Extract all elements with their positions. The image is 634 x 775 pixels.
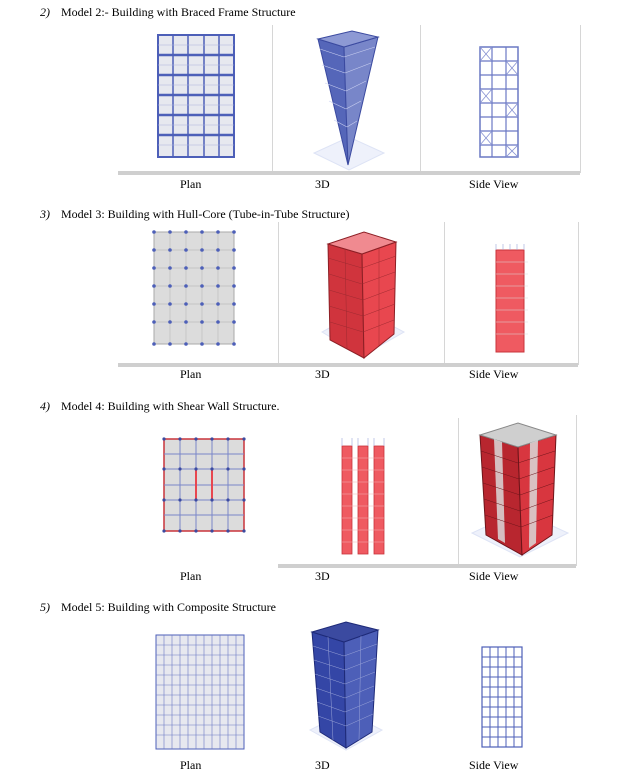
model-3-plan-view [118, 222, 279, 365]
model-2-3d-view [274, 25, 421, 173]
caption-side-view: Side View [469, 177, 519, 191]
caption-plan: Plan [180, 177, 202, 191]
model-5-side-view [460, 625, 550, 755]
caption-side-view: Side View [469, 367, 519, 381]
viewer-status-bar [118, 171, 580, 175]
caption-3d: 3D [315, 569, 330, 583]
model-3-side-view [446, 222, 579, 365]
section-title: Model 2:- Building with Braced Frame Structure [61, 5, 296, 19]
caption-plan: Plan [180, 569, 202, 583]
model-5-plan-view [140, 625, 260, 755]
section-title: Model 5: Building with Composite Structure [61, 600, 276, 614]
caption-3d: 3D [315, 367, 330, 381]
section-number: 5) [40, 600, 50, 614]
caption-side-view: Side View [469, 758, 519, 772]
model-2-plan-view [118, 25, 273, 173]
section-heading-model-2 [40, 5, 296, 20]
section-number: 3) [40, 207, 50, 221]
model-4-plan-view [140, 425, 270, 545]
section-number: 2) [40, 5, 50, 19]
model-2-side-view [422, 25, 581, 173]
section-number: 4) [40, 399, 50, 413]
section-heading-model-5 [40, 600, 276, 615]
model-4-3d-view [278, 418, 459, 566]
model-3-3d-view [280, 222, 445, 365]
model-5-3d-view [290, 620, 400, 755]
caption-plan: Plan [180, 758, 202, 772]
caption-3d: 3D [315, 177, 330, 191]
caption-plan: Plan [180, 367, 202, 381]
section-heading-model-4 [40, 399, 279, 414]
viewer-status-bar [278, 564, 576, 568]
section-heading-model-3 [40, 207, 349, 222]
model-4-side-view [460, 415, 577, 566]
caption-side-view: Side View [469, 569, 519, 583]
caption-3d: 3D [315, 758, 330, 772]
section-title: Model 4: Building with Shear Wall Structure. [61, 399, 280, 413]
section-title: Model 3: Building with Hull-Core (Tube-in-Tube Structure) [61, 207, 350, 221]
